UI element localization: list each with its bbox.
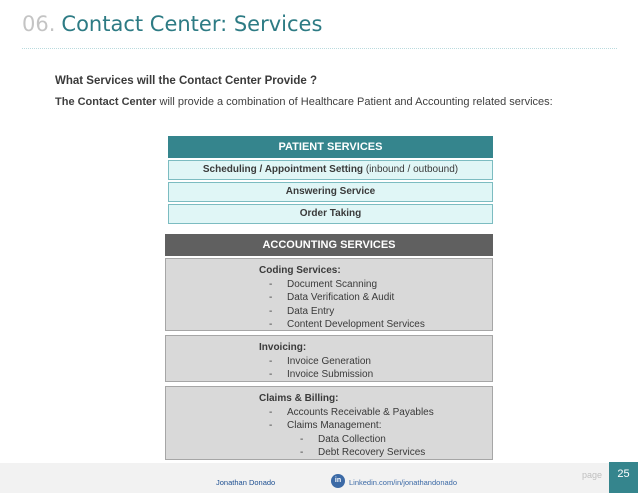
title-text: Contact Center: Services	[61, 12, 323, 36]
service-label: Scheduling / Appointment Setting	[202, 164, 364, 175]
footer-bar	[0, 463, 638, 493]
slide-title	[22, 12, 322, 36]
sub-list-item: - Debt Recovery Services	[300, 447, 426, 459]
group-title: Claims & Billing:	[259, 393, 339, 404]
list-item: - Accounts Receivable & Payables	[269, 406, 434, 418]
intro-text	[55, 96, 553, 108]
linkedin-icon: in	[331, 474, 345, 488]
list-item: - Invoice Submission	[269, 369, 374, 381]
patient-service-row	[168, 160, 493, 180]
section-number: 06.	[22, 12, 56, 36]
coding-services-box	[165, 258, 493, 331]
title-divider	[22, 48, 617, 49]
linkedin-link[interactable]: Linkedin.com/in/jonathandonado	[349, 478, 457, 487]
list-item: - Document Scanning	[269, 278, 378, 290]
group-title: Invoicing:	[259, 342, 307, 353]
list-item: - Invoice Generation	[269, 355, 371, 367]
intro-bold: The Contact Center	[55, 96, 157, 108]
intro-rest: will provide a combination of Healthcare Patient and Accounting related services:	[156, 96, 553, 108]
page-number: 25	[609, 462, 638, 493]
service-label: Order Taking	[299, 208, 362, 219]
author-name: Jonathan Donado	[216, 478, 276, 487]
question-heading: What Services will the Contact Center Provide ?	[55, 75, 318, 87]
invoicing-box	[165, 335, 493, 382]
patient-service-row	[168, 182, 493, 202]
sub-list-item: - Data Collection	[300, 433, 386, 445]
list-item: - Claims Management:	[269, 420, 382, 432]
patient-services-header: PATIENT SERVICES	[168, 136, 493, 158]
accounting-services-header: ACCOUNTING SERVICES	[165, 234, 493, 256]
service-note: (inbound / outbound)	[363, 164, 459, 175]
group-title: Coding Services:	[259, 265, 341, 276]
patient-service-row	[168, 204, 493, 224]
page-label: page	[582, 470, 603, 480]
list-item: - Data Verification & Audit	[269, 292, 395, 304]
list-item: - Content Development Services	[269, 319, 425, 331]
list-item: - Data Entry	[269, 305, 335, 317]
service-label: Answering Service	[285, 186, 376, 197]
claims-billing-box	[165, 386, 493, 460]
